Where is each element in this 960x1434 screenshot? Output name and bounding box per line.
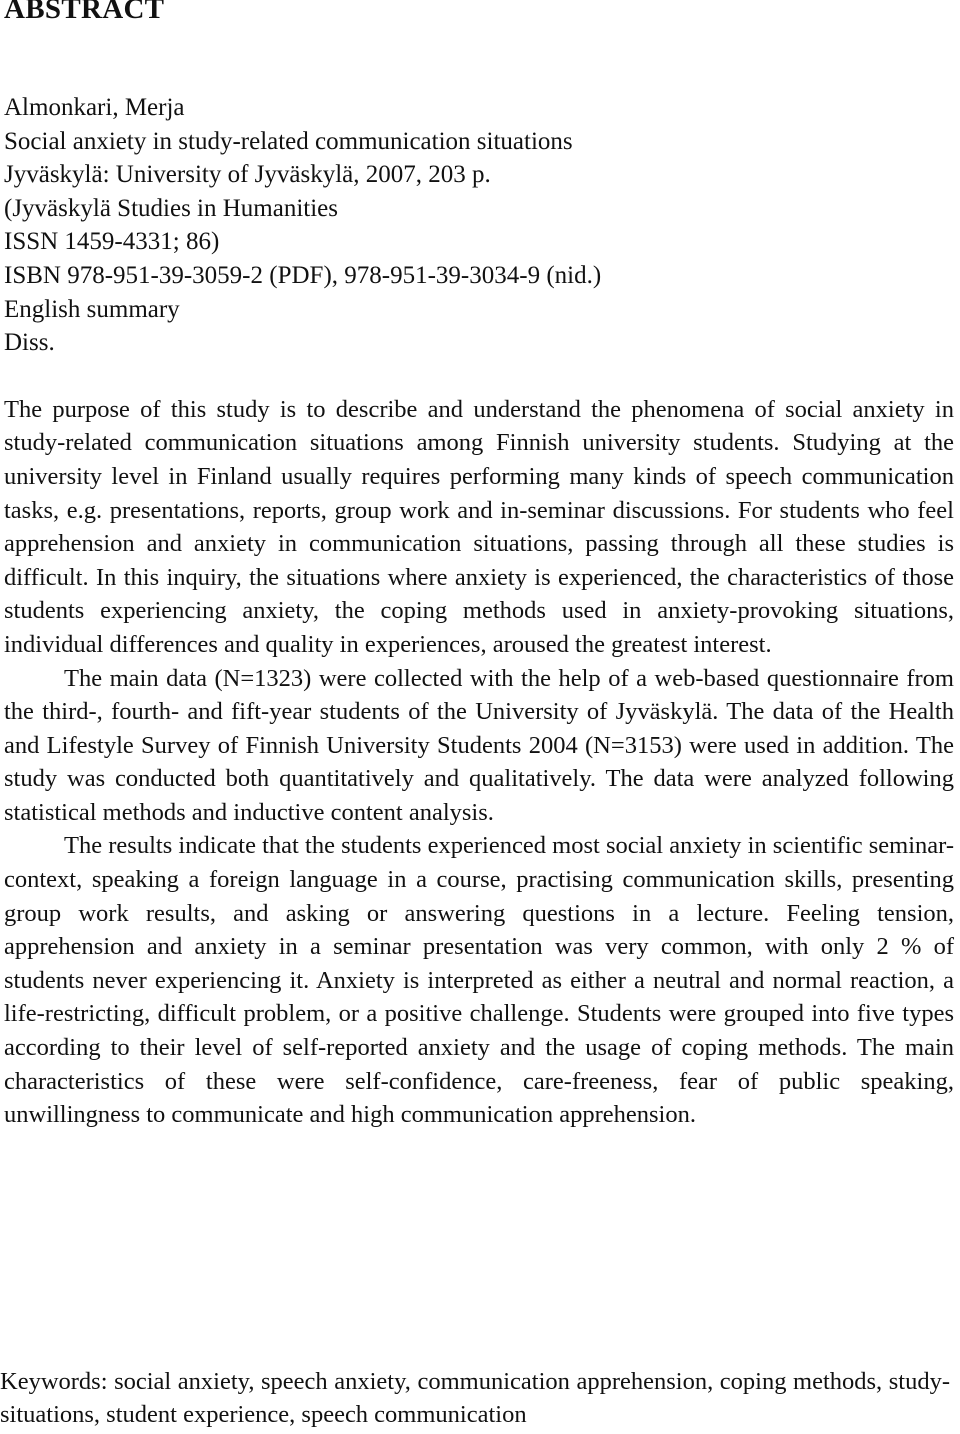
keywords: Keywords: social anxiety, speech anxiety, communication apprehension, coping methods, study-situations, student experience, speech communication (0, 1368, 950, 1428)
abstract-paragraph-2: The main data (N=1323) were collected with the help of a web-based questionnaire from the third-, fourth- and fift-year students of the University of Jyväskylä. The data of the Health and Lifestyle Survey of Finnish University Students 2004 (N=3153) were used in addition. The study was conducted both quantitatively and qualitatively. The data were analyzed following statistical methods and inductive content analysis. (4, 664, 954, 826)
bibliographic-info (4, 91, 954, 360)
isbn-line: ISBN 978-951-39-3059-2 (PDF), 978-951-39-3034-9 (nid.) (4, 261, 602, 289)
abstract-heading: ABSTRACT (4, 0, 165, 25)
series-line: (Jyväskylä Studies in Humanities (4, 194, 338, 222)
abstract-paragraph-3: The results indicate that the students experienced most social anxiety in scientific seminar-context, speaking a foreign language in a course, practising communication skills, presenting group work results, and asking or answering questions in a lecture. Feeling tension, apprehension and anxiety in a seminar presentation was very common, with only 2 % of students never experiencing it. Anxiety is interpreted as either a neutral and normal reaction, a life-restricting, difficult problem, or a positive challenge. Students were grouped into five types according to their level of self-reported anxiety and the usage of coping methods. The main characteristics of these were self-confidence, care-freeness, fear of public speaking, unwillingness to communicate and high communication apprehension. (4, 832, 954, 1129)
abstract-paragraph-1: The purpose of this study is to describe and understand the phenomena of social anxiety in study-related communication situations among Finnish university students. Studying at the university level in Finland usually requires performing many kinds of speech communication tasks, e.g. presentations, reports, group work and in-seminar discussions. For students who feel apprehension and anxiety in communication situations, passing through all these studies is difficult. In this inquiry, the situations where anxiety is experienced, the characteristics of those students experiencing anxiety, the coping methods used in anxiety-provoking situations, individual differences and quality in experiences, aroused the greatest interest. (4, 395, 954, 658)
author-line: Almonkari, Merja (4, 94, 185, 121)
publisher-line: Jyväskylä: University of Jyväskylä, 2007, 203 p. (4, 161, 491, 189)
title-line: Social anxiety in study-related communication situations (4, 127, 573, 155)
abstract-body (4, 393, 954, 1132)
summary-language-line: English summary (4, 295, 180, 323)
abstract-page (4, 0, 954, 1132)
diss-line: Diss. (4, 329, 55, 357)
issn-line: ISSN 1459-4331; 86) (4, 228, 220, 256)
